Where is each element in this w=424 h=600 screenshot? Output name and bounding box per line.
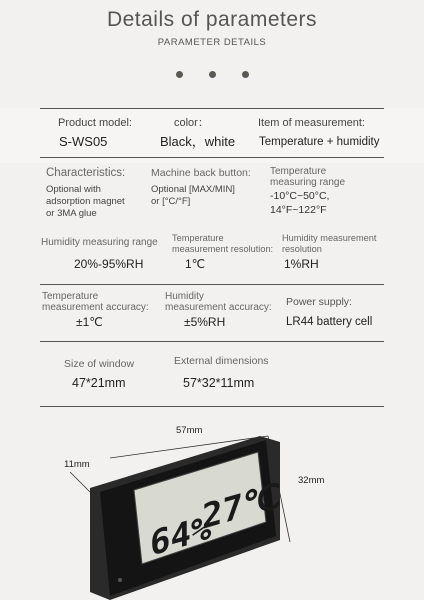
- characteristics-label: Characteristics:: [46, 167, 126, 179]
- humidity-resolution-label-line2: resolution: [282, 244, 322, 254]
- dimension-width-label: 57mm: [176, 425, 203, 436]
- power-supply-label: Power supply:: [286, 296, 352, 308]
- temp-range-label-line1: Temperature: [270, 166, 327, 177]
- dimension-depth-label: 11mm: [64, 459, 90, 470]
- humidity-resolution-value: 1%RH: [284, 257, 319, 271]
- characteristics-value-line2: adsorption magnet: [46, 196, 125, 207]
- characteristics-value-line3: or 3MA glue: [46, 208, 97, 219]
- characteristics-value-line1: Optional with: [46, 184, 101, 195]
- back-button-value-line1: Optional [MAX/MIN]: [151, 184, 235, 195]
- temp-range-value-line1: -10°C~50°C,: [270, 190, 330, 202]
- measurement-label: Item of measurement:: [258, 117, 365, 129]
- temp-accuracy-label-line2: measurement accuracy:: [42, 302, 149, 313]
- divider: [40, 108, 384, 109]
- dot-icon: [176, 71, 183, 78]
- temp-accuracy-value: ±1℃: [76, 315, 103, 329]
- lcd-temperature-reading: 27℃: [202, 475, 282, 538]
- power-supply-value: LR44 battery cell: [286, 316, 373, 328]
- temp-range-value-line2: 14°F~122°F: [270, 204, 327, 216]
- dot-icon: [209, 71, 216, 78]
- dimension-height-label: 32mm: [298, 475, 325, 486]
- humidity-accuracy-label-line2: measurement accuracy:: [165, 302, 272, 313]
- temp-resolution-value: 1℃: [185, 257, 206, 271]
- external-dimensions-label: External dimensions: [174, 355, 269, 367]
- divider: [40, 406, 384, 407]
- humidity-accuracy-label-line1: Humidity: [165, 291, 204, 302]
- model-value: S-WS05: [59, 134, 108, 149]
- color-value: Black，white: [160, 134, 236, 149]
- divider: [40, 341, 384, 342]
- back-button-value-line2: or [°C/°F]: [151, 196, 191, 207]
- back-button-label: Machine back button:: [151, 167, 251, 179]
- mounting-hole: [118, 578, 122, 582]
- thermometer-hygrometer-image: [80, 430, 290, 600]
- divider: [40, 284, 384, 285]
- window-size-value: 47*21mm: [72, 376, 126, 390]
- divider: [40, 157, 384, 158]
- model-label: Product model:: [58, 117, 132, 129]
- dimension-line-depth: [70, 472, 92, 494]
- dot-icon: [242, 71, 249, 78]
- humidity-range-value: 20%-95%RH: [74, 257, 144, 271]
- humidity-accuracy-value: ±5%RH: [184, 315, 226, 329]
- measurement-value: Temperature + humidity: [259, 136, 380, 148]
- temp-resolution-label-line1: Temperature: [172, 233, 224, 243]
- temp-resolution-label-line2: measurement resolution:: [172, 244, 274, 254]
- humidity-resolution-label-line1: Humidity measurement: [282, 233, 377, 243]
- temp-range-label-line2: measuring range: [270, 177, 346, 188]
- page-subtitle: PARAMETER DETAILS: [157, 37, 267, 48]
- external-dimensions-value: 57*32*11mm: [183, 376, 255, 390]
- decorative-dots: [0, 71, 424, 78]
- humidity-range-label: Humidity measuring range: [41, 237, 158, 248]
- lcd-humidity-reading: 64%: [150, 507, 212, 565]
- color-label: color：: [174, 117, 209, 129]
- page-title: Details of parameters: [106, 8, 318, 31]
- temp-accuracy-label-line1: Temperature: [42, 291, 99, 302]
- window-size-label: Size of window: [64, 358, 135, 370]
